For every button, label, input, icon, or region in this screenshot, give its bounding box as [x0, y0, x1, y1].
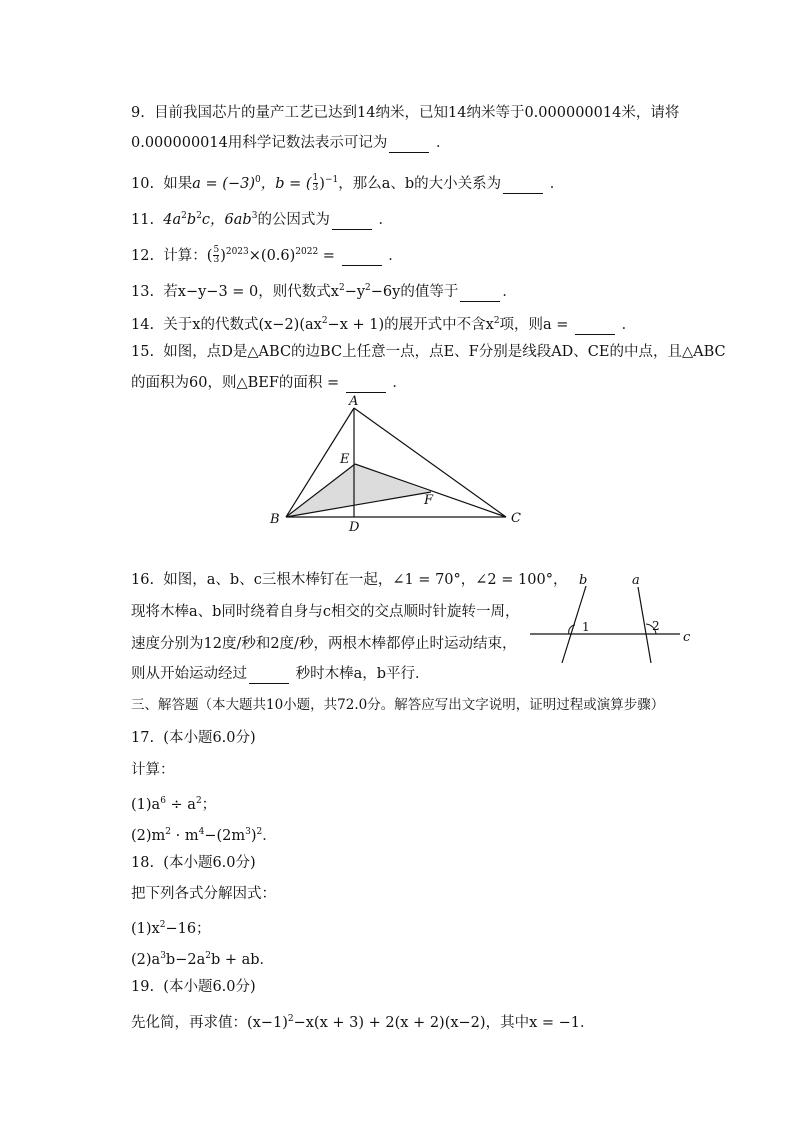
q18-score: (本小题6.0分) [163, 855, 256, 871]
q12-end: ． [388, 247, 403, 264]
q12-number: 12. [131, 247, 155, 264]
q12-fraction [213, 246, 219, 265]
q11-line [131, 206, 393, 230]
q12-paren-close: ) [220, 247, 226, 264]
q17-item2-exp4: 2 [256, 827, 263, 837]
q10-b-close: ) [319, 175, 325, 192]
q15-number: 15. [131, 344, 155, 360]
q9-line2 [131, 133, 450, 153]
label-e: E [340, 452, 350, 467]
q12-exp1: 2023 [225, 247, 249, 257]
q17-item1-exp2: 2 [195, 796, 202, 806]
q11-exp2: 2 [196, 211, 202, 221]
q16-number: 16. [131, 572, 155, 588]
q14-text-part2: −x + 1)的展开式中不含x [327, 316, 494, 333]
q11-number: 11. [131, 211, 155, 228]
answer-blank[interactable] [460, 287, 500, 302]
answer-blank[interactable] [249, 669, 289, 684]
q15-text-part1: 如图，点D是△ABC的边BC上任意一点，点E、F分别是线段AD、CE的中点，且△ABC [163, 344, 726, 360]
label-b: b [579, 573, 588, 588]
label-f: F [424, 493, 434, 508]
q13-text-part1: 若x−y−3 = 0，则代数式x [163, 283, 339, 300]
label-a: A [349, 394, 359, 409]
q18-item1-a: (1)x [131, 920, 160, 937]
q19-header [131, 977, 256, 997]
q16-text-line1: 如图，a、b、c三根木棒钉在一起，∠1 = 70°，∠2 = 100°， [163, 572, 568, 588]
q12-frac-num: 5 [213, 245, 220, 256]
q18-item2 [131, 946, 274, 970]
q19-exp1: 2 [287, 1014, 294, 1024]
angle-2-label: 2 [652, 619, 660, 633]
q17-header [131, 728, 256, 748]
q17-item2-a: (2)m [131, 827, 166, 844]
q16-text-line4a: 则从开始运动经过 [131, 666, 247, 682]
q18-item2-a: (2)a [131, 951, 161, 968]
q12-frac-den: 3 [213, 255, 220, 266]
q16-line4 [131, 664, 430, 684]
q16-sticks-figure [528, 568, 698, 668]
q18-item2-exp2: 2 [205, 951, 211, 961]
q9-line1 [131, 103, 679, 123]
q11-exp3: 3 [251, 211, 258, 221]
q9-text-part1: 目前我国芯片的量产工艺已达到14纳米，已知14纳米等于0.000000014米，请将 [154, 105, 680, 121]
label-d: D [349, 520, 360, 535]
q18-intro: 把下列各式分解因式： [131, 886, 276, 902]
q18-header [131, 853, 256, 873]
answer-blank[interactable] [503, 179, 543, 194]
q16-line1 [131, 570, 567, 590]
q10-a-expr: a = (−3) [192, 175, 255, 192]
q17-item1-b: ÷ a [165, 796, 196, 813]
q17-intro: 计算： [131, 762, 175, 778]
q17-item2 [131, 822, 277, 846]
q11-text-part2: 的公因式为 [257, 211, 330, 228]
q9-text-part2: 0.000000014用科学记数法表示可记为 [131, 135, 388, 151]
q10-fraction [313, 174, 319, 193]
label-a: a [632, 573, 640, 588]
q10-text-part2: ，那么a、b的大小关系为 [338, 175, 502, 192]
q18-item1 [131, 915, 211, 939]
q19-body [131, 1009, 594, 1033]
q13-text-part2: −y [344, 283, 366, 300]
q15-text-part2: 的面积为60，则△BEF的面积 = [131, 375, 344, 391]
q15-line1 [131, 342, 726, 362]
q14-text-part1: 关于x的代数式(x−2)(ax [163, 316, 322, 333]
q15-line2 [131, 373, 407, 393]
q10-frac-den: 3 [312, 183, 319, 194]
q13-exp1: 2 [338, 283, 345, 293]
q14-line [131, 311, 636, 335]
q16-line2 [131, 602, 520, 622]
q17-score: (本小题6.0分) [163, 730, 256, 746]
q10-number: 10. [131, 175, 155, 192]
q17-item2-b: · m [171, 827, 199, 844]
q18-item2-c: b + ab． [210, 951, 275, 968]
q9-end: ． [435, 135, 451, 151]
q15-triangle-figure [260, 392, 530, 537]
q19-text-part2: −x(x + 3) + 2(x + 2)(x−2)，其中x = −1． [293, 1014, 595, 1031]
q11-term1: 4a [163, 211, 182, 228]
q17-item2-exp3: 3 [245, 827, 251, 837]
q11-term3: c，6ab [201, 211, 252, 228]
q13-number: 13. [131, 283, 155, 300]
q18-item1-b: −16； [165, 920, 211, 937]
q10-b-expr: ，b = ( [260, 175, 312, 192]
q17-item2-d: ) [250, 827, 257, 844]
q19-text-part1: 先化简，再求值：(x−1) [131, 1014, 288, 1031]
q15-end: ． [392, 375, 407, 391]
q10-line [131, 170, 564, 194]
answer-blank[interactable] [332, 215, 372, 230]
q12-text-part1: 计算：( [163, 247, 213, 264]
label-b: B [270, 512, 280, 527]
q14-exp1: 2 [321, 316, 328, 326]
q10-frac-num: 1 [312, 173, 319, 184]
q19-score: (本小题6.0分) [163, 979, 256, 995]
q14-exp2: 2 [493, 316, 500, 326]
q17-number: 17. [131, 730, 155, 746]
q13-line [131, 278, 517, 302]
q18-item2-b: b−2a [165, 951, 206, 968]
angle-1-label: 1 [582, 620, 590, 634]
q17-item2-f: ． [262, 827, 277, 844]
q12-exp2: 2022 [295, 247, 319, 257]
q16-line3 [131, 634, 516, 654]
q10-a-exponent: 0 [254, 175, 261, 185]
q14-number: 14. [131, 316, 155, 333]
answer-blank[interactable] [575, 320, 615, 335]
q13-text-part3: −6y的值等于 [370, 283, 459, 300]
q14-end: ． [621, 316, 637, 333]
q12-equals: = [318, 247, 340, 264]
q16-text-line2: 现将木棒a、b同时绕着自身与c相交的交点顺时针旋转一周， [131, 604, 520, 620]
q10-text-part1: 如果 [163, 175, 193, 192]
q17-item2-c: −(2m [204, 827, 246, 844]
q18-item2-exp1: 3 [160, 951, 166, 961]
q17-item1 [131, 791, 216, 815]
q17-item1-c: ； [201, 796, 217, 813]
q19-number: 19. [131, 979, 155, 995]
q18-item1-exp: 2 [159, 920, 166, 930]
answer-blank[interactable] [342, 251, 382, 266]
q16-text-line4b: 秒时木棒a，b平行． [295, 666, 430, 682]
label-c: C [511, 511, 521, 526]
q9-number: 9. [131, 105, 145, 121]
q16-text-line3: 速度分别为12度/秒和2度/秒，两根木棒都停止时运动结束， [131, 636, 517, 652]
answer-blank[interactable] [389, 138, 429, 153]
q12-line [131, 242, 403, 266]
q11-end: ． [378, 211, 394, 228]
label-c: c [683, 630, 691, 645]
triangle-bef-shaded [286, 464, 431, 517]
q10-end: ． [549, 175, 565, 192]
q17-item2-exp1: 2 [165, 827, 172, 837]
q14-text-part3: 项，则a = [499, 316, 574, 333]
q10-b-exponent: −1 [324, 175, 339, 185]
q11-exp1: 2 [181, 211, 187, 221]
q13-end: ． [502, 283, 517, 300]
answer-blank[interactable] [346, 378, 386, 393]
q18-number: 18. [131, 855, 155, 871]
q17-item2-exp2: 4 [198, 827, 205, 837]
q17-item1-exp1: 6 [160, 796, 166, 806]
q13-exp2: 2 [365, 283, 371, 293]
q12-text-part3: ×(0.6) [248, 247, 296, 264]
section-3-heading: 三、解答题（本大题共10小题，共72.0分。解答应写出文字说明，证明过程或演算步骤） [131, 697, 665, 713]
q17-item1-a: (1)a [131, 796, 161, 813]
q11-term2: b [186, 211, 197, 228]
